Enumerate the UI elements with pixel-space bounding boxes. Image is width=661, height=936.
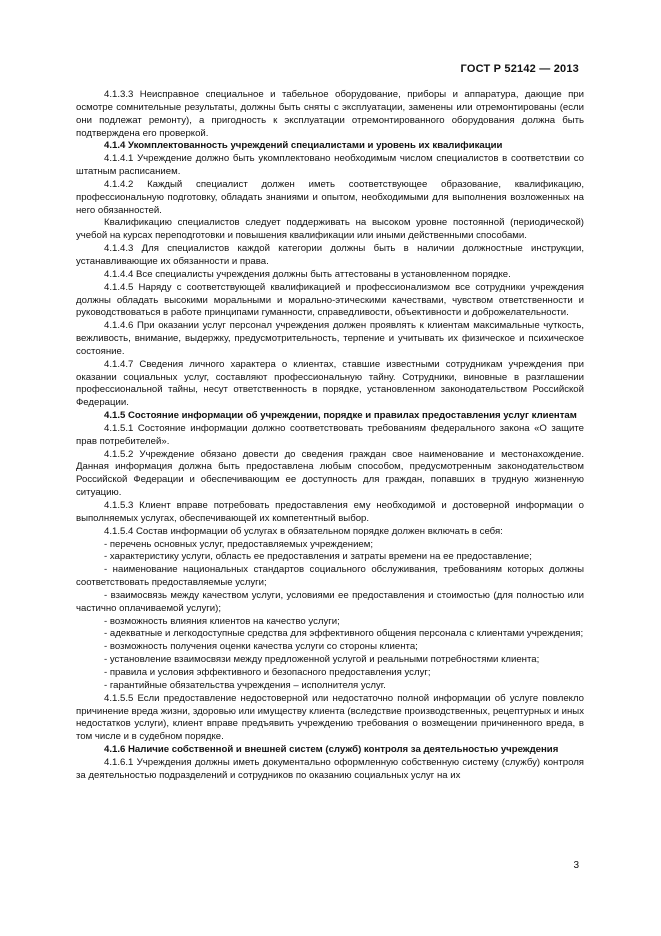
paragraph: 4.1.6.1 Учреждения должны иметь документально оформленную собственную систему (службу) контроля за деятельностью подразделений и сотрудников по оказанию социальных услуг на их	[76, 756, 584, 781]
paragraph: 4.1.5.2 Учреждение обязано довести до сведения граждан свое наименование и местонахождение. Данная информация должна быть предоставлена любым способом, предусмотренным законодательством Российской Федерации и обеспечивающим ее доступность для граждан, попавших в трудную жизненную ситуацию.	[76, 448, 584, 499]
paragraph: 4.1.4.4 Все специалисты учреждения должны быть аттестованы в установленном порядке.	[104, 268, 511, 280]
list-item: - гарантийные обязательства учреждения – исполнителя услуг.	[104, 679, 386, 691]
paragraph: Квалификацию специалистов следует поддерживать на высоком уровне постоянной (периодической) учебой на курсах переподготовки и повышения квалификации или иными действенными способами.	[76, 217, 584, 242]
list-item: - перечень основных услуг, предоставляемых учреждением;	[104, 538, 374, 550]
paragraph: 4.1.5.1 Состояние информации должно соответствовать требованиям федерального закона «О защите прав потребителей».	[76, 422, 584, 447]
list-item: - характеристику услуги, область ее предоставления и затраты времени на ее предоставление;	[104, 551, 532, 563]
page-number: 3	[573, 860, 579, 871]
list-item: - правила и условия эффективного и безопасного предоставления услуг;	[104, 666, 431, 678]
list-item: - установление взаимосвязи между предложенной услугой и реальными потребностями клиента;	[104, 654, 540, 666]
section-heading: 4.1.4 Укомплектованность учреждений специалистами и уровень их квалификации	[104, 140, 503, 152]
list-item: - наименование национальных стандартов социального обслуживания, требованиям которых должны соответствовать предоставляемые услуги;	[76, 564, 584, 589]
paragraph: 4.1.5.3 Клиент вправе потребовать предоставления ему необходимой и достоверной информации о выполняемых услугах, обеспечивающей их компетентный выбор.	[76, 500, 584, 524]
list-item: - взаимосвязь между качеством услуги, условиями ее предоставления и стоимостью (для полностью или частично оплачиваемой услуги);	[76, 589, 584, 614]
paragraph: 4.1.4.5 Наряду с соответствующей квалификацией и профессионализмом все сотрудники учреждения должны обладать высокими моральными и морально-этическими качествами, чувством ответственности и руководствоваться в работе принципами гуманности, справедливости, объективности и доброжелательности.	[76, 281, 584, 319]
section-heading: 4.1.5 Состояние информации об учреждении, порядке и правилах предоставления услуг клиентам	[104, 410, 577, 422]
paragraph: 4.1.4.6 При оказании услуг персонал учреждения должен проявлять к клиентам максимальные чуткость, вежливость, внимание, выдержку, предусмотрительность, терпение и учитывать их физическое и психическое состояние.	[76, 320, 584, 357]
list-item: - адекватные и легкодоступные средства для эффективного общения персонала с клиентами учреждения;	[104, 628, 584, 640]
paragraph: 4.1.5.5 Если предоставление недостоверной или недостаточно полной информации об услуге повлекло причинение вреда жизни, здоровью или имуществу клиента (вследствие производственных, рецептурных и иных недостатков услуги), клиент вправе предъявить учреждению требования о возмещении причиненного вреда, в том числе и в судебном порядке.	[76, 692, 584, 743]
section-heading: 4.1.6 Наличие собственной и внешней систем (служб) контроля за деятельностью учреждения	[104, 744, 559, 756]
paragraph: 4.1.4.3 Для специалистов каждой категории должны быть в наличии должностные инструкции, устанавливающие их обязанности и права.	[76, 243, 584, 267]
document-body	[76, 89, 584, 783]
list-item: - возможность получения оценки качества услуги со стороны клиента;	[104, 641, 418, 653]
list-item: - возможность влияния клиентов на качество услуги;	[104, 615, 340, 627]
paragraph: 4.1.4.1 Учреждение должно быть укомплектовано необходимым числом специалистов в соответствии со штатным расписанием.	[76, 153, 584, 178]
paragraph: 4.1.4.2 Каждый специалист должен иметь соответствующее образование, квалификацию, профессиональную подготовку, обладать знаниями и опытом, необходимыми для выполнения возложенных на него обязанностей.	[76, 178, 584, 216]
paragraph: 4.1.5.4 Состав информации об услугах в обязательном порядке должен включать в себя:	[104, 525, 503, 537]
paragraph: 4.1.3.3 Неисправное специальное и табельное оборудование, приборы и аппаратура, дающие при осмотре сомнительные результаты, должны быть сняты с эксплуатации, заменены или отремонтированы (если они подлежат ремонту), а пригодность к эксплуатации отремонтированного оборудования должна быть подтверждена его проверкой.	[76, 89, 584, 139]
paragraph: 4.1.4.7 Сведения личного характера о клиентах, ставшие известными сотрудникам учреждения при оказании социальных услуг, составляют профессиональную тайну. Сотрудники, виновные в разглашении профессиональной тайны, несут ответственность в порядке, установленном законодательством Российской Федерации.	[76, 358, 584, 409]
standard-header: ГОСТ Р 52142 — 2013	[460, 63, 579, 75]
